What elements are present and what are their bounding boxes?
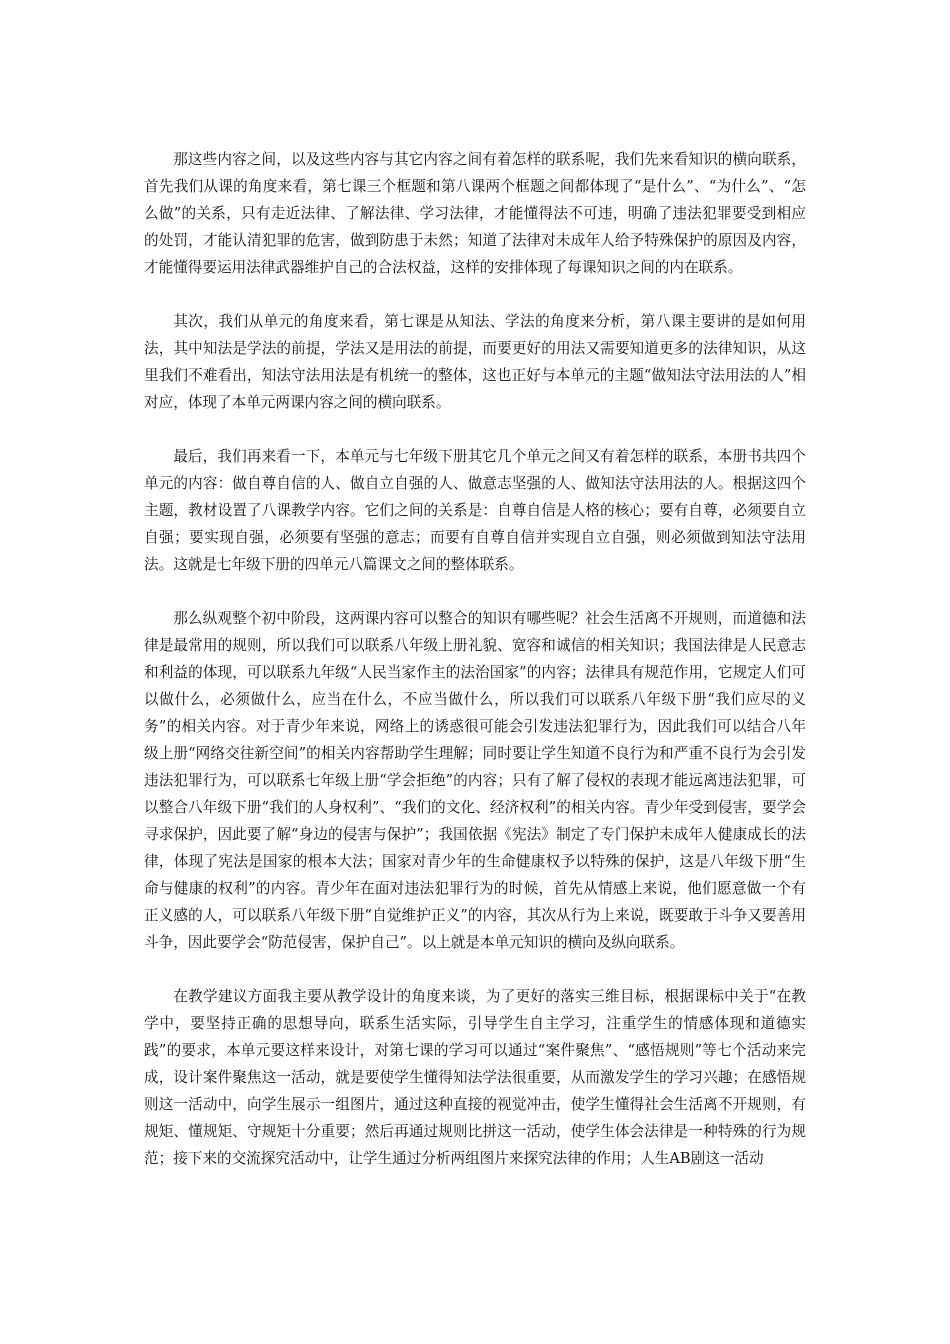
- paragraph-spacer: [144, 416, 806, 443]
- document-page: [144, 146, 806, 1172]
- paragraph-5: 在教学建议方面我主要从教学设计的角度来谈，为了更好的落实三维目标，根据课标中关于“在教学中，要坚持正确的思想导向，联系生活实际，引导学生自主学习，注重学生的情感体现和道德实践”的要求，本单元要这样来设计，对第七课的学习可以通过“案件聚焦”、“感悟规则”等七个活动来完成，设计案件聚焦这一活动，就是要使学生懂得知法学法很重要，从而激发学生的学习兴趣；在感悟规则这一活动中，向学生展示一组图片，通过这种直接的视觉冲击，使学生懂得社会生活离不开规则，有规矩、懂规矩、守规矩十分重要；然后再通过规则比拼这一活动，使学生体会法律是一种特殊的行为规范；接下来的交流探究活动中，让学生通过分析两组图片来探究法律的作用；人生AB剧这一活动: [144, 988, 806, 1167]
- paragraph-4: 那么纵观整个初中阶段，这两课内容可以整合的知识有哪些呢？社会生活离不开规则，而道德和法律是最常用的规则，所以我们可以联系八年级上册礼貌、宽容和诚信的相关知识；我国法律是人民意志和利益的体现，可以联系九年级“人民当家作主的法治国家”的内容；法律具有规范作用，它规定人们可以做什么，必须做什么，应当在什么，不应当做什么，所以我们可以联系八年级下册“我们应尽的义务”的相关内容。对于青少年来说，网络上的诱惑很可能会引发违法犯罪行为，因此我们可以结合八年级上册“网络交往新空间”的相关内容帮助学生理解；同时要让学生知道不良行为和严重不良行为会引发违法犯罪行为，可以联系七年级上册“学会拒绝”的内容；只有了解了侵权的表现才能远离违法犯罪，可以整合八年级下册“我们的人身权利”、“我们的文化、经济权利”的相关内容。青少年受到侵害，要学会寻求保护，因此要了解“身边的侵害与保护”；我国依据《宪法》制定了专门保护未成年人健康成长的法律，体现了宪法是国家的根本大法；国家对青少年的生命健康权予以特殊的保护，这是八年级下册“生命与健康的权利”的内容。青少年在面对违法犯罪行为的时候，首先从情感上来说，他们愿意做一个有正义感的人，可以联系八年级下册“自觉维护正义”的内容，其次从行为上来说，既要敢于斗争又要善用斗争，因此要学会“防范侵害，保护自己”。以上就是本单元知识的横向及纵向联系。: [144, 610, 806, 951]
- paragraph-2: 其次，我们从单元的角度来看，第七课是从知法、学法的角度来分析，第八课主要讲的是如何用法，其中知法是学法的前提，学法又是用法的前提，而要更好的用法又需要知道更多的法律知识，从这里我们不难看出，知法守法用法是有机统一的整体，这也正好与本单元的主题“做知法守法用法的人”相对应，体现了本单元两课内容之间的横向联系。: [144, 313, 806, 411]
- paragraph-1: 那这些内容之间，以及这些内容与其它内容之间有着怎样的联系呢，我们先来看知识的横向联系，首先我们从课的角度来看，第七课三个框题和第八课两个框题之间都体现了“是什么”、“为什么”、“怎么做”的关系，只有走近法律、了解法律、学习法律，才能懂得法不可违，明确了违法犯罪要受到相应的处罚，才能认清犯罪的危害，做到防患于未然；知道了法律对未成年人给予特殊保护的原因及内容，才能懂得要运用法律武器维护自己的合法权益，这样的安排体现了每课知识之间的内在联系。: [144, 151, 806, 276]
- paragraph-spacer: [144, 578, 806, 605]
- paragraph-3: 最后，我们再来看一下，本单元与七年级下册其它几个单元之间又有着怎样的联系，本册书共四个单元的内容：做自尊自信的人、做自立自强的人、做意志坚强的人、做知法守法用法的人。根据这四个主题，教材设置了八课教学内容。它们之间的关系是：自尊自信是人格的核心；要有自尊，必须要自立自强；要实现自强，必须要有坚强的意志；而要有自尊自信并实现自立自强，则必须做到知法守法用法。这就是七年级下册的四单元八篇课文之间的整体联系。: [144, 448, 806, 573]
- paragraph-spacer: [144, 281, 806, 308]
- paragraph-spacer: [144, 956, 806, 983]
